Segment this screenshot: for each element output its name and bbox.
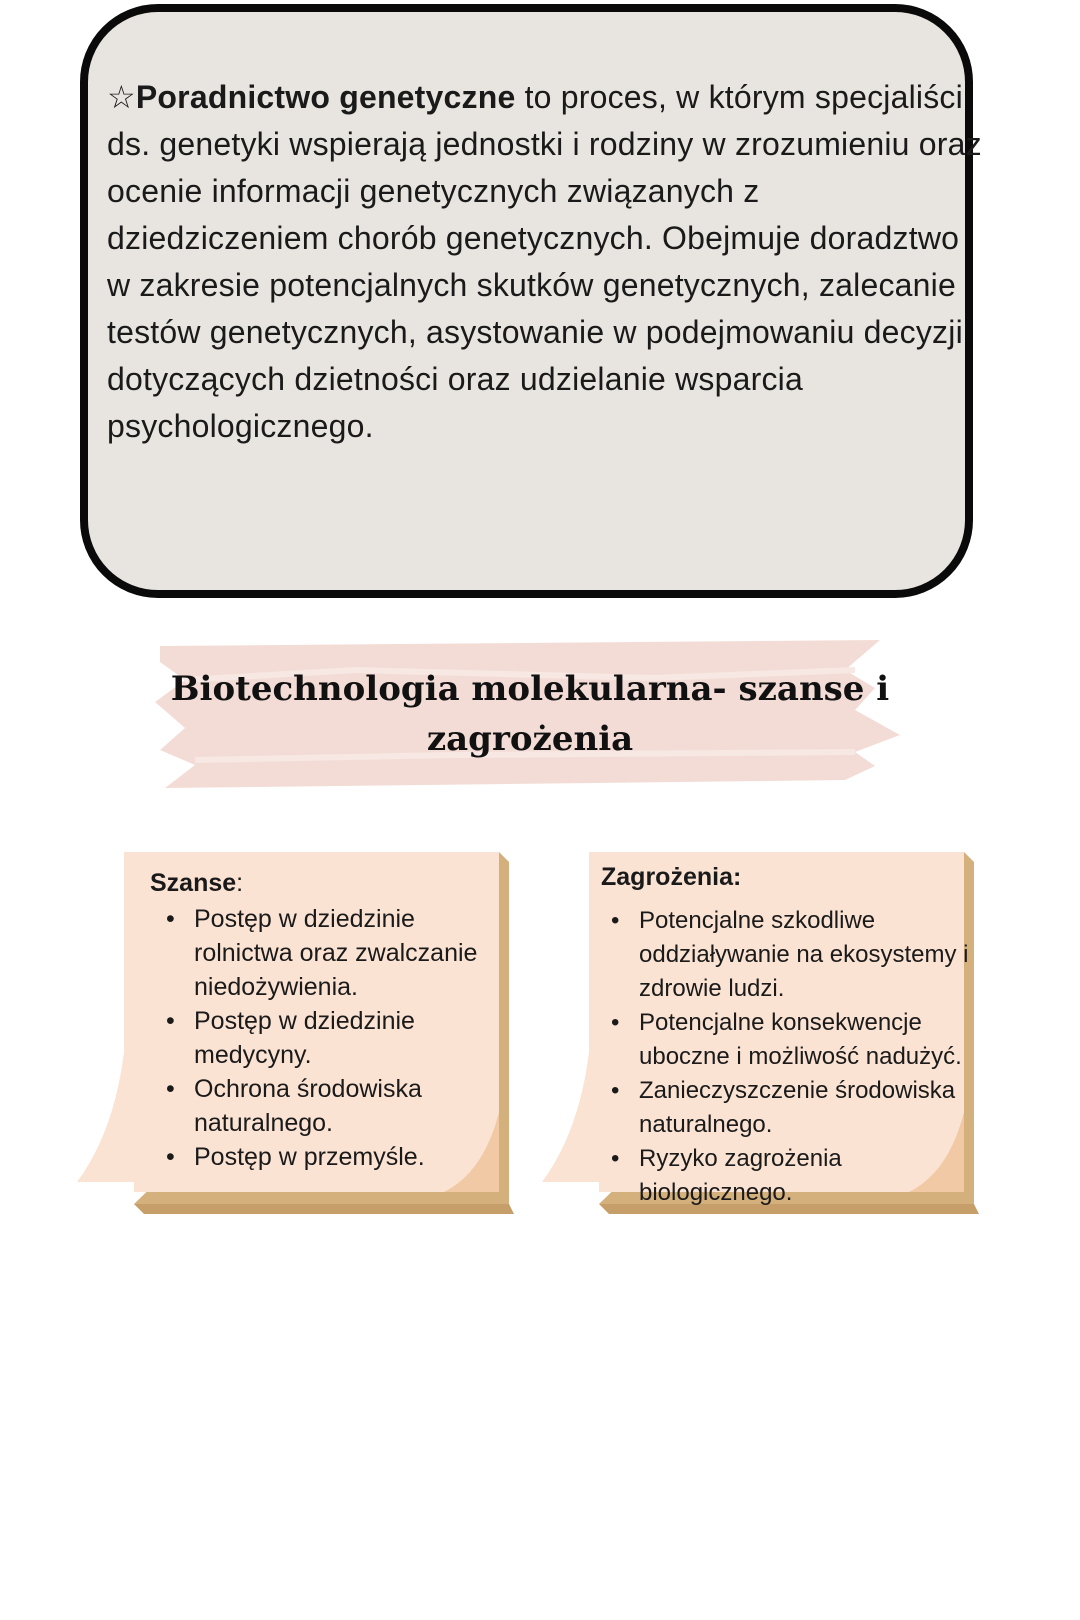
list-item: • Potencjalne szkodliwe oddziaływanie na ekosystemy i zdrowie ludzi. bbox=[639, 904, 971, 1006]
list-item: • Postęp w dziedzinie rolnictwa oraz zwalczanie niedożywienia. bbox=[194, 902, 520, 1004]
list-item: • Potencjalne konsekwencje uboczne i możliwość nadużyć. bbox=[639, 1006, 971, 1074]
opportunities-card bbox=[124, 852, 509, 1235]
opportunities-heading: Szanse: bbox=[150, 869, 244, 897]
list-item: • Zanieczyszczenie środowiska naturalnego. bbox=[639, 1074, 971, 1142]
threats-heading: Zagrożenia: bbox=[601, 863, 742, 891]
banner-title: Biotechnologia molekularna- szanse i zagrożenia bbox=[170, 669, 890, 759]
definition-text bbox=[107, 74, 987, 450]
list-item: • Ochrona środowiska naturalnego. bbox=[194, 1072, 520, 1140]
star-icon: ☆ bbox=[107, 79, 136, 115]
list-item: • Postęp w przemyśle. bbox=[194, 1140, 520, 1174]
definition-term: Poradnictwo genetyczne bbox=[135, 79, 516, 115]
list-item: • Ryzyko zagrożenia biologicznego. bbox=[639, 1142, 971, 1210]
definition-body: to proces, w którym specjaliści ds. genetyki wspierają jednostki i rodziny w zrozumieniu oraz ocenie informacji genetycznych związanych z dziedziczeniem chorób genetycznych. Obejmuje doradztwo w zakresie potencjalnych skutków genetycznych, zalecanie testów genetycznych, asystowanie w podejmowaniu decyzji dotyczących dzietności oraz udzielanie wsparcia psychologicznego. bbox=[107, 79, 982, 444]
list-item: • Postęp w dziedzinie medycyny. bbox=[194, 1004, 520, 1072]
threats-card bbox=[589, 852, 974, 1235]
